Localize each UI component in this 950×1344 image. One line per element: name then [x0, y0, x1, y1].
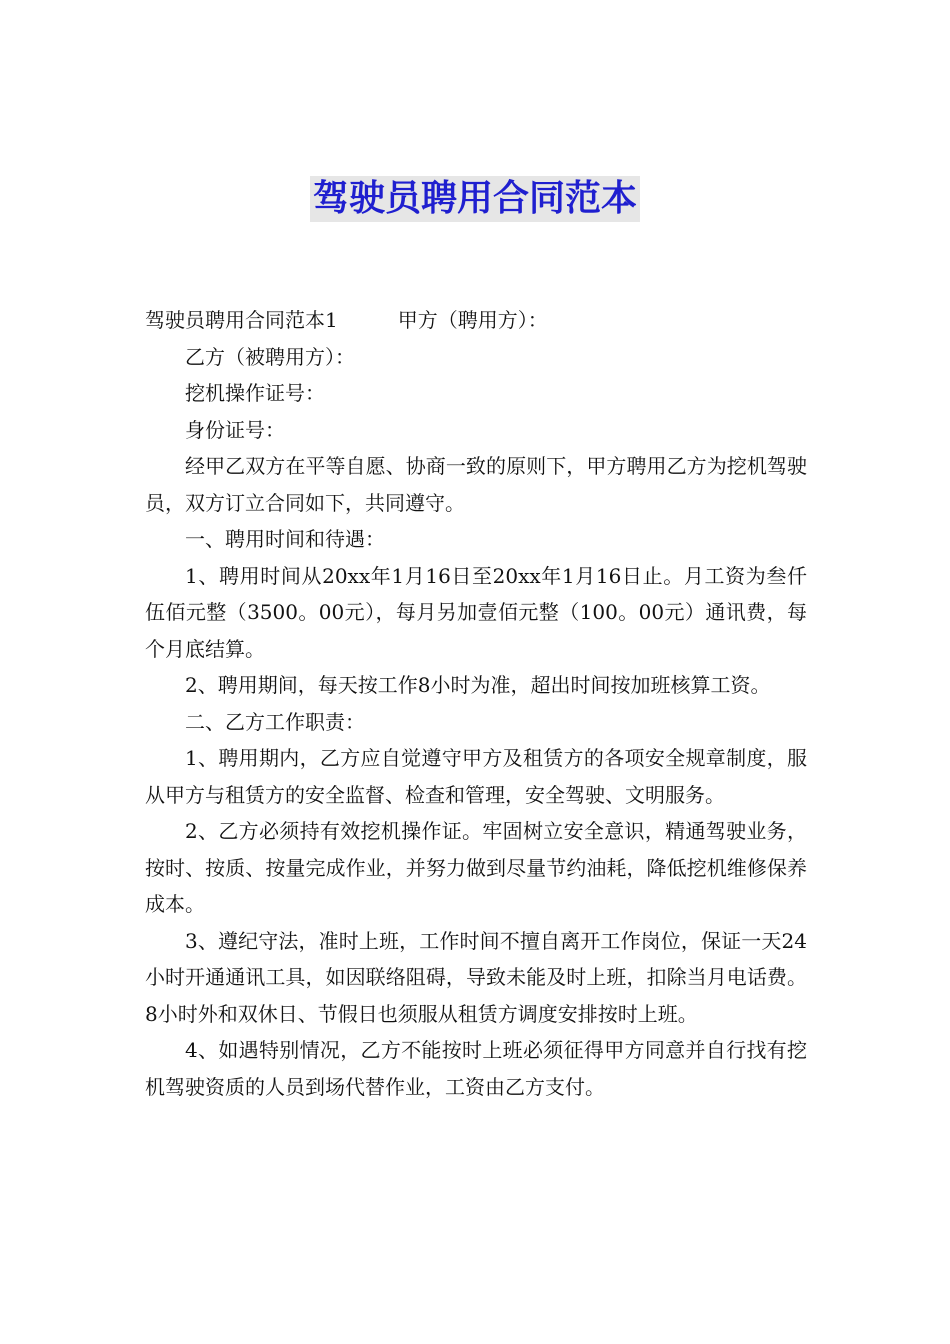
id-number-line: 身份证号：	[185, 417, 285, 442]
intro-heading: 驾驶员聘用合同范本1	[145, 308, 338, 332]
clause-duty-substitute: 4、如遇特别情况，乙方不能按时上班必须征得甲方同意并自行找有挖机驾驶资质的人员到场代替作业，工资由乙方支付。	[145, 1038, 807, 1099]
clause-working-hours: 2、聘用期间，每天按工作8小时为准，超出时间按加班核算工资。	[185, 673, 771, 697]
title-container	[0, 176, 950, 222]
document-title: 驾驶员聘用合同范本	[310, 176, 640, 222]
party-b-line: 乙方（被聘用方）：	[185, 344, 355, 369]
clause-employment-term: 1、聘用时间从20xx年1月16日至20xx年1月16日止。月工资为叁仟伍佰元整（3500。00元），每月另加壹佰元整（100。00元）通讯费，每个月底结算。	[145, 563, 807, 661]
section-heading-duties: 二、乙方工作职责：	[185, 709, 365, 734]
section-heading-employment: 一、聘用时间和待遇：	[185, 527, 385, 551]
preamble-paragraph: 经甲乙双方在平等自愿、协商一致的原则下，甲方聘用乙方为挖机驾驶员，双方订立合同如下，共同遵守。	[145, 454, 807, 515]
clause-duty-safety: 1、聘用期内，乙方应自觉遵守甲方及租赁方的各项安全规章制度，服从甲方与租赁方的安全监督、检查和管理，安全驾驶、文明服务。	[145, 746, 807, 807]
clause-duty-discipline: 3、遵纪守法，准时上班，工作时间不擅自离开工作岗位，保证一天24小时开通通讯工具，如因联络阻碍，导致未能及时上班，扣除当月电话费。8小时外和双休日、节假日也须服从租赁方调度安排按时上班。	[145, 928, 807, 1026]
intro-line	[145, 302, 807, 339]
clause-duty-license: 2、乙方必须持有效挖机操作证。牢固树立安全意识，精通驾驶业务，按时、按质、按量完成作业，并努力做到尽量节约油耗，降低挖机维修保养成本。	[145, 819, 807, 916]
document-body	[145, 302, 807, 1105]
license-number-line: 挖机操作证号：	[185, 381, 325, 405]
party-a-line: 甲方（聘用方）：	[397, 308, 548, 332]
